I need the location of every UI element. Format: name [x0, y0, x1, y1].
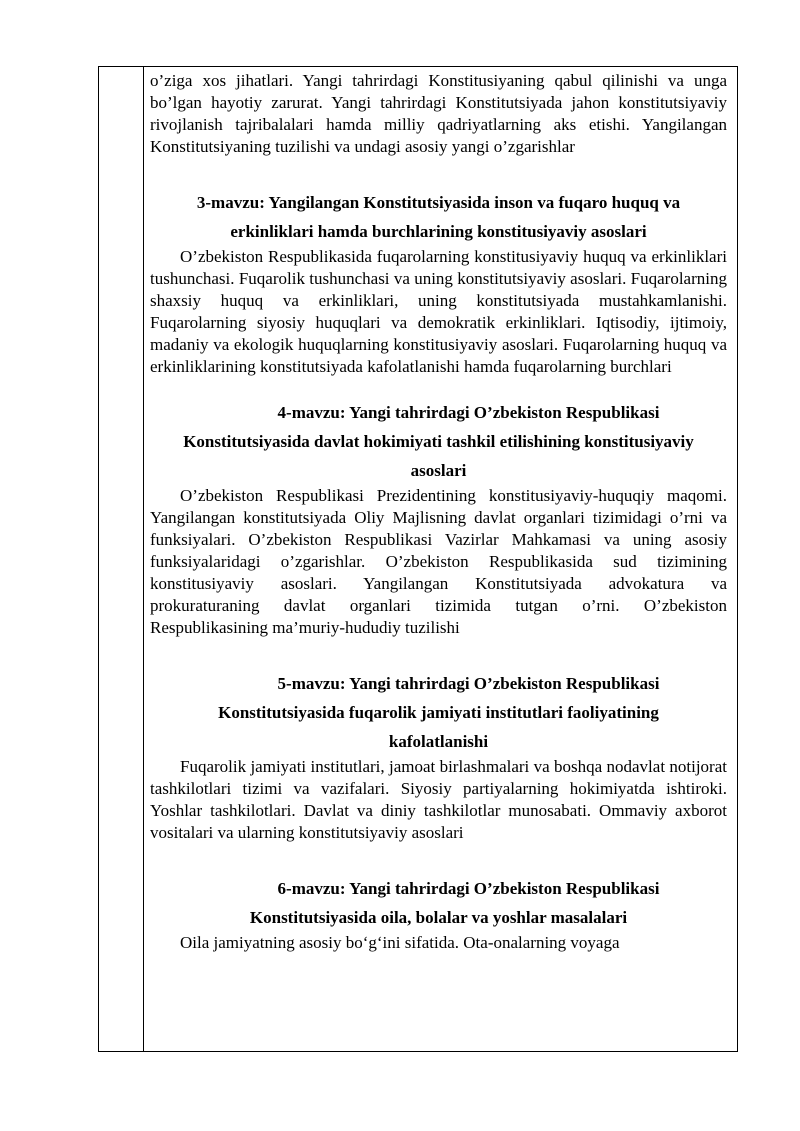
topic-heading-line: asoslari — [410, 461, 467, 480]
document-content — [150, 70, 727, 954]
topic-heading-line: 3-mavzu: Yangilangan Konstitutsiyasida inson va fuqaro huquq va — [196, 193, 681, 212]
topic-heading — [150, 669, 727, 756]
topic-heading — [150, 188, 727, 246]
intro-paragraph: o’ziga xos jihatlari. Yangi tahrirdagi Konstitusiyaning qabul qilinishi va unga bo’lgan hayotiy zarurat. Yangi tahrirdagi Konstitutsiyada jahon konstitutsiyaviy rivojlanish tajribalalari hamda milliy qadriyatlarning aks etishi. Yangilangan Konstitutsiyaning tuzilishi va undagi asosiy yangi o’zgarishlar — [150, 71, 727, 156]
topic-body: O’zbekiston Respublikasi Prezidentining konstitusiyaviy-huquqiy maqomi. Yangilangan konstitutsiyada Oliy Majlisning davlat organlari tizimidagi o’rni va funksiyalari. O’zbekiston Respublikasi Vazirlar Mahkamasi va uning asosiy funksiyalaridagi o’zgarishlar. O’zbekiston Respublikasida sud tizimining konstitusiyaviy asoslari. Yangilangan Konstitutsiyada advokatura va prokuraturaning davlat organlari tizimida tutgan o’rni. O’zbekiston Respublikasining ma’muriy-hududiy tuzilishi — [150, 486, 727, 637]
topic-body: Fuqarolik jamiyati institutlari, jamoat birlashmalari va boshqa nodavlat notijorat tashkilotlari tizimi va vazifalari. Siyosiy partiyalarning hokimiyatda ishtiroki. Yoshlar tashkilotlari. Davlat va diniy tashkilotlar munosabati. Ommaviy axborot vositalari va ularning konstitutsiyaviy asoslari — [150, 757, 727, 842]
topic-heading — [150, 398, 727, 485]
topic-heading-line: erkinliklari hamda burchlarining konstitusiyaviy asoslari — [230, 222, 647, 241]
topic-section — [150, 874, 727, 954]
topic-heading-line: Konstitutsiyasida fuqarolik jamiyati institutlari faoliyatining — [218, 703, 659, 722]
topic-body: Oila jamiyatning asosiy bo‘g‘ini sifatida. Ota-onalarning voyaga — [180, 933, 620, 952]
topic-heading-line: 5-mavzu: Yangi tahrirdagi O’zbekiston Respublikasi — [277, 674, 660, 693]
table-column-divider — [143, 66, 144, 1052]
topic-section — [150, 669, 727, 844]
topic-heading-line: Konstitutsiyasida oila, bolalar va yoshlar masalalari — [249, 908, 628, 927]
topic-heading-line: kafolatlanishi — [388, 732, 489, 751]
topic-heading — [150, 874, 727, 932]
topic-section — [150, 398, 727, 639]
topic-heading-line: 6-mavzu: Yangi tahrirdagi O’zbekiston Respublikasi — [277, 879, 660, 898]
topic-heading-line: Konstitutsiyasida davlat hokimiyati tashkil etilishining konstitusiyaviy — [183, 432, 694, 451]
topic-section — [150, 188, 727, 378]
topic-body: O’zbekiston Respublikasida fuqarolarning konstitusiyaviy huquq va erkinliklari tushunchasi. Fuqarolik tushunchasi va uning konstitutsiyaviy asoslari. Fuqarolarning shaxsiy huquq va erkinliklari, uning konstitutsiyada mustahkamlanishi. Fuqarolarning siyosiy huquqlari va demokratik erkinliklari. Iqtisodiy, ijtimoiy, madaniy va ekologik huquqlarning konstitusiyaviy asoslari. Fuqarolarning huquq va erkinliklarining konstitutsiyada kafolatlanishi hamda fuqarolarning burchlari — [150, 247, 727, 376]
table-top-border — [99, 66, 737, 67]
table-bottom-border — [99, 1051, 737, 1052]
topic-heading-line: 4-mavzu: Yangi tahrirdagi O’zbekiston Respublikasi — [277, 403, 660, 422]
